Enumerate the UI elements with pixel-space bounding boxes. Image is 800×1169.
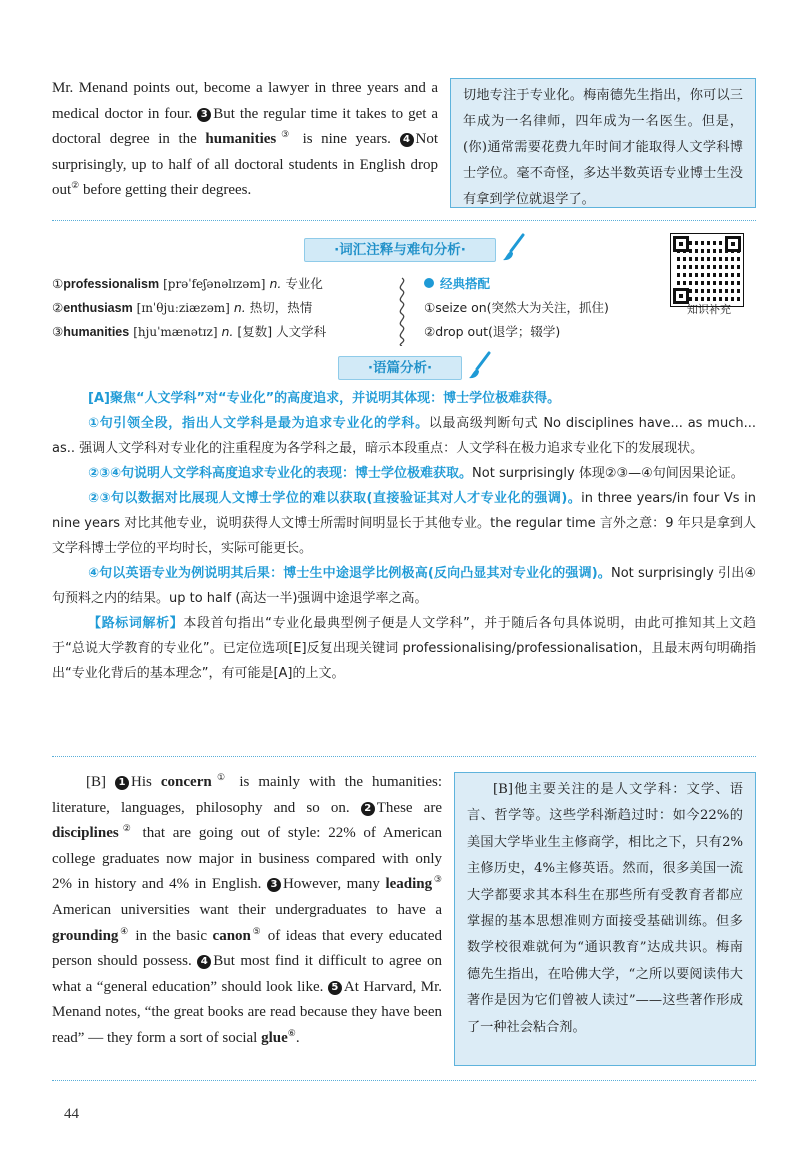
- vocab-pos: n.: [269, 276, 282, 291]
- top-chinese-translation: 切地专注于专业化。梅南德先生指出，你可以三年成为一名律师，四年成为一名医生。但是，(你)通常需要花费九年时间才能取得人文学科博士学位。毫不奇怪，多达半数英语专业博士生没有拿到学位就退学了。: [450, 78, 756, 208]
- footnote-mark: ②: [71, 180, 80, 190]
- keyword-glue: glue: [261, 1029, 288, 1046]
- text-line: get a doctoral degree in the: [52, 105, 439, 147]
- divider: [52, 1080, 756, 1081]
- analysis-text: Not surprisingly 体现②③—④句间因果论证。: [472, 466, 744, 481]
- keyword-humanities: humanities: [205, 131, 277, 147]
- text-run: However, many: [282, 876, 380, 893]
- vocab-phonetic: [hjuˈmænətɪz]: [133, 325, 218, 339]
- vocab-section-title: [304, 238, 496, 262]
- vocab-phonetic: [prəˈfeʃənəlɪzəm]: [163, 277, 266, 291]
- keyword-canon: canon: [212, 927, 251, 944]
- text-run: At Harvard, Mr. Menand notes, “the great books are read because they have been read” — they form a sort of social: [52, 978, 442, 1046]
- text-run: But most find it difficult to agree on what a “general education” should look like.: [52, 953, 443, 995]
- vocab-num: ①: [52, 276, 64, 291]
- brush-icon: [501, 233, 527, 263]
- sentence-number-4: 4: [400, 133, 414, 147]
- text-run: .: [295, 1029, 300, 1046]
- vocab-list: [52, 272, 392, 344]
- divider: [52, 220, 756, 221]
- analysis-section-title: [338, 356, 462, 380]
- sentence-number-1: 1: [115, 776, 129, 790]
- b-chinese-translation: [B]他主要关注的是人文学科：文学、语言、哲学等。这些学科渐趋过时：如今22%的美国大学毕业生主修商学，相比之下，只有2%主修历史，4%主修英语。然而，很多美国一流大学都要求其本科生在那些所有受教育者都应掌握的基本思想准则方面接受基础训练。但多数学校很难就何为“通识教育”达成共识。梅南德先生指出，在哈佛大学，“之所以要阅读伟大著作是因为它们曾被人读过”——这些著作形成了一种社会粘合剂。: [454, 772, 756, 1066]
- sentence-number-3: 3: [197, 108, 211, 122]
- text-line: surprisingly, up to half of all doctoral students in English: [52, 156, 406, 173]
- collocation-title: 经典搭配: [440, 276, 491, 291]
- analysis-para: [52, 411, 756, 461]
- top-english-passage: [52, 76, 438, 204]
- text-line: is nine years.: [302, 131, 391, 147]
- footnote-mark: ⑤: [250, 925, 263, 936]
- spiral-divider-icon: [396, 276, 408, 346]
- qr-finder: [725, 236, 741, 252]
- analysis-para: [52, 561, 756, 611]
- sentence-number-2: 2: [361, 802, 375, 816]
- footnote-mark: ⑥: [287, 1027, 296, 1038]
- divider: [52, 756, 756, 757]
- text-run: American universities want their undergraduates to have a: [52, 901, 442, 918]
- vocab-phonetic: [ɪnˈθjuːziæzəm]: [136, 301, 230, 315]
- footnote-mark: ③: [276, 129, 294, 139]
- text-run: is mainly with the humanities: literature, languages, philosophy and so on.: [52, 774, 443, 816]
- sentence-number-3: 3: [267, 878, 281, 892]
- vocab-pos: n.: [233, 300, 246, 315]
- sentence-number-5: 5: [328, 981, 342, 995]
- text-line: before getting their degrees.: [83, 182, 252, 198]
- b-english-passage: [52, 770, 442, 1052]
- text-line: Mr. Menand points out, become a lawyer in three years and: [52, 80, 426, 96]
- vocab-title-text: ·词汇注释与难句分析·: [334, 242, 466, 258]
- text-run: His: [131, 774, 152, 790]
- qr-finder: [673, 236, 689, 252]
- vocab-meaning: 专业化: [285, 276, 323, 291]
- analysis-para: [52, 386, 756, 411]
- collocation-item: ②drop out(退学；辍学): [424, 324, 561, 339]
- text-line: But the regular time it takes to: [213, 105, 404, 122]
- paragraph-label: [B]: [86, 774, 106, 790]
- text-run: These are: [376, 799, 442, 816]
- sentence-number-4: 4: [197, 955, 211, 969]
- keyword-concern: concern: [160, 774, 212, 790]
- analysis-text: Not surprisingly 引出④句预料之内的结果。up to half (高达一半)强调中途退学率之高。: [52, 566, 757, 606]
- collocation-list: [424, 272, 664, 344]
- analysis-para: [52, 611, 756, 686]
- text-line: drop out: [52, 156, 439, 198]
- vocab-item: [52, 272, 392, 296]
- text-run: of ideas that every educated person should possess.: [52, 927, 443, 970]
- vocab-num: ②: [52, 300, 64, 315]
- vocab-meaning: 热切，热情: [249, 300, 313, 315]
- vocab-item: [52, 320, 392, 344]
- text-line: Not: [415, 131, 439, 147]
- text-line: a medical doctor in four.: [52, 80, 439, 122]
- vocab-meaning: [复数] 人文学科: [237, 324, 327, 339]
- analysis-text: 本段首句指出“专业化最典型例子便是人文学科”，并于随后各句具体说明，由此可推知其上文趋于“总说大学教育的专业化”。已定位选项[E]反复出现关键词 professionalising/professionalisation，且最末两句明确指出“专业化背后的基本理念”，有可能是[A]的上文。: [52, 616, 756, 681]
- text-run: in the basic: [135, 927, 208, 944]
- analysis-highlight: ②③④句说明人文学科高度追求专业化的表现：博士学位极难获取。: [88, 466, 473, 481]
- vocab-word: humanities: [63, 325, 130, 339]
- footnote-mark: ②: [118, 823, 135, 834]
- footnote-mark: ③: [432, 874, 442, 885]
- analysis-highlight: ②③句以数据对比展现人文博士学位的难以获取(直接验证其对人才专业化的强调)。: [88, 491, 582, 506]
- analysis-text: 以最高级判断句式 No disciplines have... as much... as.. 强调人文学科对专业化的注重程度为各学科之最，暗示本段重点：人文学科在极力追求专业化下的发展现状。: [52, 416, 756, 456]
- analysis-para: [52, 486, 756, 561]
- page-number: 44: [64, 1106, 79, 1122]
- bullet-dot-icon: [424, 278, 434, 288]
- analysis-highlight: ①句引领全段，指出人文学科是最为追求专业化的学科。: [88, 416, 429, 431]
- signpost-label: 【路标词解析】: [88, 616, 184, 631]
- keyword-leading: leading: [385, 876, 433, 893]
- analysis-para: [52, 461, 756, 486]
- collocation-header: [424, 272, 664, 296]
- analysis-heading: [A]聚焦“人文学科”对“专业化”的高度追求，并说明其体现：博士学位极难获得。: [88, 391, 561, 406]
- analysis-highlight: ④句以英语专业为例说明其后果：博士生中途退学比例极高(反向凸显其对专业化的强调)。: [88, 566, 611, 581]
- brush-icon: [467, 351, 493, 381]
- vocab-item: [52, 296, 392, 320]
- qr-code[interactable]: [671, 234, 743, 306]
- keyword-grounding: grounding: [52, 927, 119, 944]
- vocab-word: professionalism: [63, 277, 160, 291]
- footnote-mark: ④: [118, 925, 130, 936]
- qr-label: 知识补充: [687, 303, 731, 316]
- vocab-num: ③: [52, 324, 64, 339]
- text-run: that are going out of style: 22% of American college graduates now major in business compared with only 2% in history and 4% in English.: [52, 825, 442, 893]
- keyword-disciplines: disciplines: [52, 825, 119, 842]
- analysis-body: [52, 386, 756, 686]
- analysis-title-text: ·语篇分析·: [367, 360, 433, 376]
- collocation-item: ①seize on(突然大为关注，抓住): [424, 300, 609, 315]
- footnote-mark: ①: [211, 772, 231, 782]
- vocab-word: enthusiasm: [63, 301, 133, 315]
- vocab-pos: n.: [221, 324, 234, 339]
- analysis-text: in three years/in four Vs in nine years 对比其他专业，说明获得人文博士所需时间明显长于其他专业。the regular time 言外之意：9 年只是拿到人文学科博士学位的平均时长，实际可能更长。: [52, 491, 756, 556]
